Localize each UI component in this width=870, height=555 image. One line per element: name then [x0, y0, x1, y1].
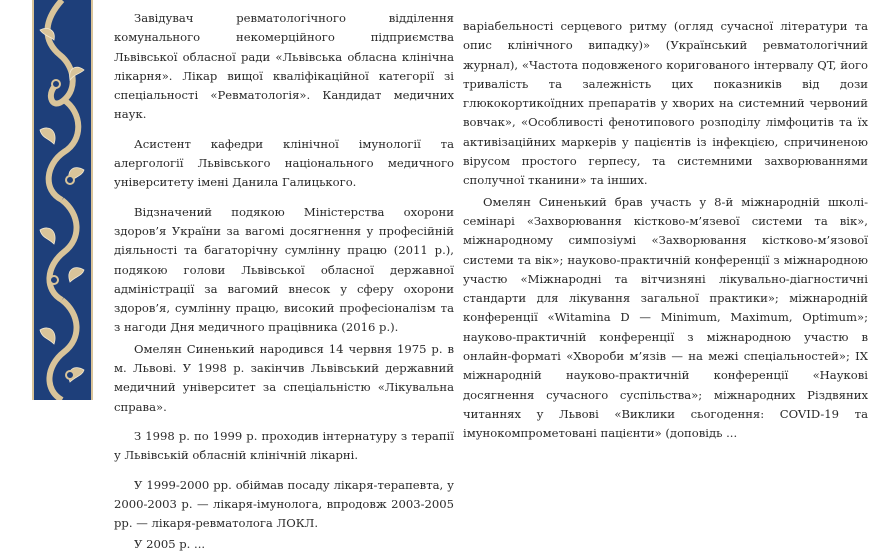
paragraph-biography: Омелян Синенький народився 14 червня 1975 р. в м. Львові. У 1998 р. закінчив Львівський державний медичний університет за спеціальністю «Лікувальна справа». [114, 341, 454, 414]
paragraph-internship: З 1998 р. по 1999 р. проходив інтернатуру з терапії у Львівській обласній клінічній лікарні. [114, 428, 454, 463]
right-text-column [463, 17, 868, 444]
left-text-column [114, 9, 454, 555]
paragraph-assistant: Асистент кафедри клінічної імунології та алергології Львівського національного медичного університету імені Данила Галицького. [114, 136, 454, 190]
paragraph-continued: У 2005 р. ... [134, 537, 206, 552]
paragraph-career: У 1999-2000 рр. обіймав посаду лікаря-терапевта, у 2000-2003 р. — лікаря-імунолога, впродовж 2003-2005 рр. — лікаря-ревматолога ЛОКЛ. [114, 477, 454, 531]
acanthus-foliage-ornament-icon [34, 0, 91, 400]
paragraph-publications: варіабельності серцевого ритму (огляд сучасної літератури та опис клінічного випадку)» (Український ревматологічний журнал), «Частота подовженого коригованого інтервалу QT, його тривалість та залежність цих показників від дози глюкокортикоїдних препаратів у хворих на системний червоний вовчак», «Особливості фенотипового розподілу лімфоцитів та їх активізаційних маркерів у пацієнтів із інфекцією, спричиненою вірусом простого герпесу, та системними захворюваннями сполучної тканини» та інших. [463, 19, 868, 188]
paragraph-conferences: Омелян Синенький брав участь у 8-й міжнародній школі-семінарі «Захворювання кістково-м’язевої системи та вік», міжнародному симпозіумі «Захворювання кістково-м’язової системи та вік»; науково-практичній конференції з міжнародною участю «Міжнародні та вітчизняні лікувально-діагностичні стандарти для лікування загальної практики»; міжнародній конференції «Witamina D — Minimum, Maximum, Optimum»; науково-практичній конференції з міжнародною участю в онлайн-форматі «Хвороби м’язів — на межі спеціальностей»; IX міжнародній науково-практичній конференції «Наукові досягнення сучасного суспільства»; міжнародних Різдвяних читаннях у Львові «Виклики сьогодення: COVID-19 та імунокомпрометовані пацієнти» (доповідь ... [463, 194, 868, 441]
paragraph-awards: Відзначений подякою Міністерства охорони здоров’я України за вагомі досягнення у професійній діяльності та багаторічну сумлінну працю (2011 р.), подякою голови Львівської обласної державної адміністрації за вагомий внесок у сферу охорони здоров’я, сумлінну працю, високий професіоналізм та з нагоди Дня медичного працівника (2016 р.). [114, 204, 454, 335]
paragraph-position: Завідувач ревматологічного відділення комунального некомерційного підприємства Львівської обласної ради «Львівська обласна клінічна лікарня». Лікар вищої кваліфікаційної категорії зі спеціальності «Ревматологія». Кандидат медичних наук. [114, 11, 454, 122]
decorative-vertical-border [32, 0, 93, 400]
